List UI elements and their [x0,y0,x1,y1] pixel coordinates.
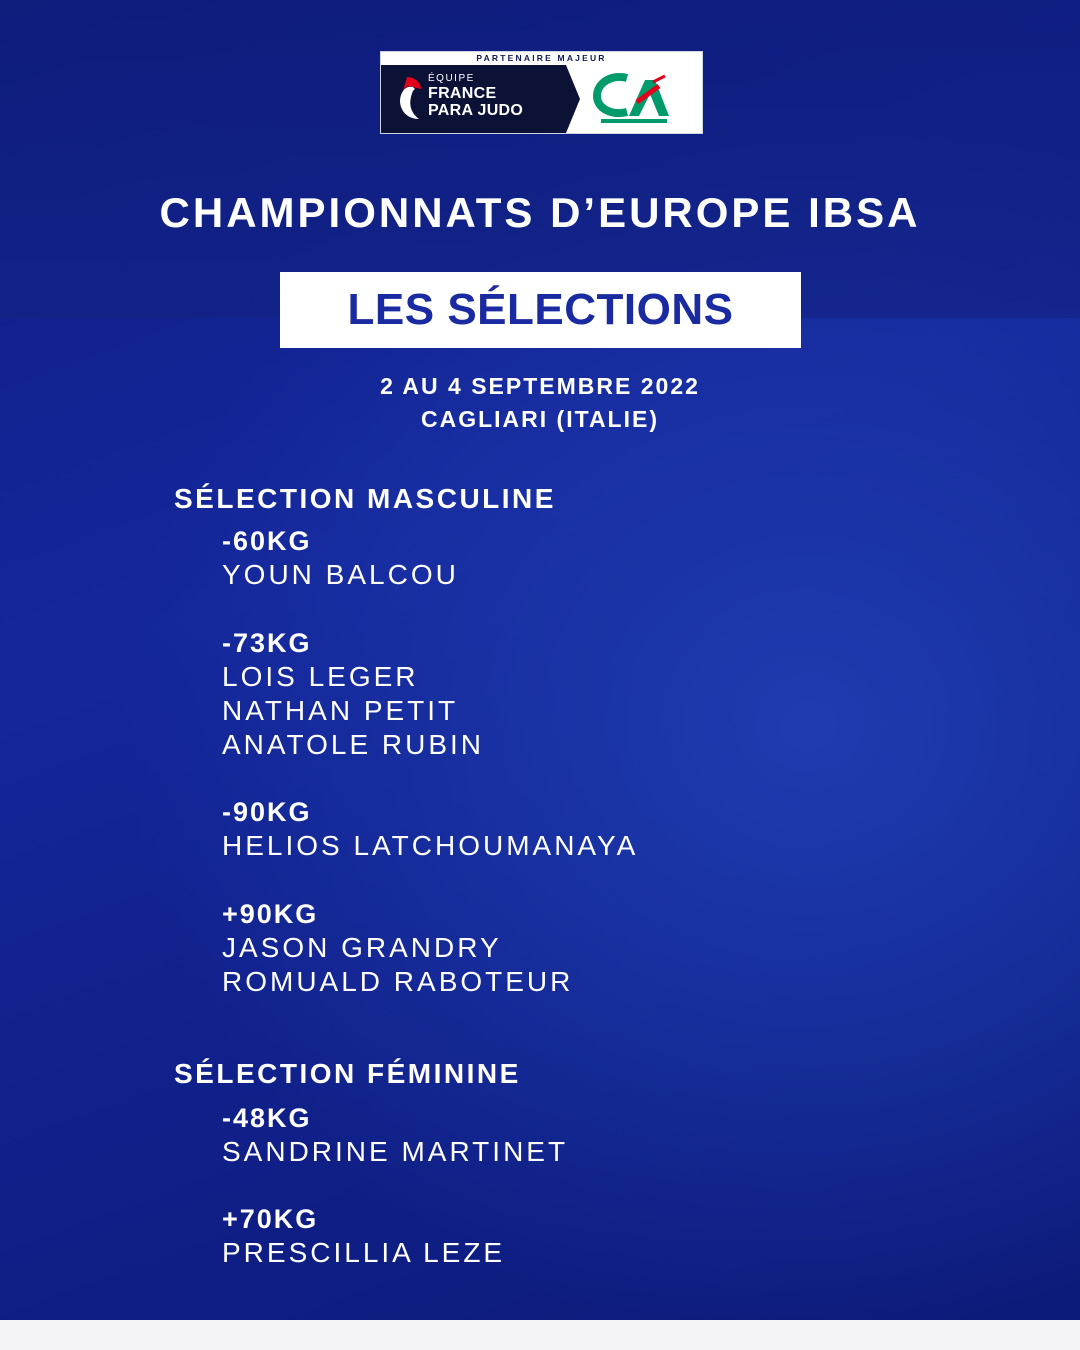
women-category-plus70kg [222,1202,505,1270]
athlete-name: HELIOS LATCHOUMANAYA [222,830,639,861]
athlete-name: ROMUALD RABOTEUR [222,966,574,997]
credit-agricole-logo-icon [593,72,673,124]
women-section-title: SÉLECTION FÉMININE [174,1058,521,1089]
weight-class: -90KG [222,797,312,827]
event-info [0,370,1080,436]
cockerel-icon [393,75,423,121]
athlete-name: LOIS LEGER [222,661,419,692]
athlete-name: JASON GRANDRY [222,932,502,963]
team-logo [381,65,566,133]
weight-class: -73KG [222,628,312,658]
weight-class: -48KG [222,1103,312,1133]
event-title: CHAMPIONNATS D’EUROPE IBSA [159,189,921,236]
men-category-60kg [222,524,459,592]
team-line-france: FRANCE [428,85,497,102]
selections-banner-label: LES SÉLECTIONS [347,285,734,334]
athlete-name: YOUN BALCOU [222,559,459,590]
weight-class: +90KG [222,899,319,929]
athlete-name: ANATOLE RUBIN [222,729,485,760]
selections-banner [280,272,801,348]
team-line-para-judo: PARA JUDO [428,102,524,119]
event-dates: 2 AU 4 SEPTEMBRE 2022 [380,373,700,399]
men-category-73kg [222,626,484,762]
athlete-name: SANDRINE MARTINET [222,1136,569,1167]
athlete-name: NATHAN PETIT [222,695,459,726]
men-section-title: SÉLECTION MASCULINE [174,483,556,514]
women-category-48kg [222,1101,568,1169]
men-category-plus90kg [222,897,573,999]
team-line-equipe: ÉQUIPE [428,73,475,84]
weight-class: -60KG [222,526,312,556]
event-location: CAGLIARI (ITALIE) [421,406,659,432]
athlete-name: PRESCILLIA LEZE [222,1237,506,1268]
header-band [0,0,1080,318]
sponsor-logo-lockup [380,51,703,134]
men-category-90kg [222,795,638,863]
weight-class: +70KG [222,1204,319,1234]
partner-label: PARTENAIRE MAJEUR [476,53,607,63]
